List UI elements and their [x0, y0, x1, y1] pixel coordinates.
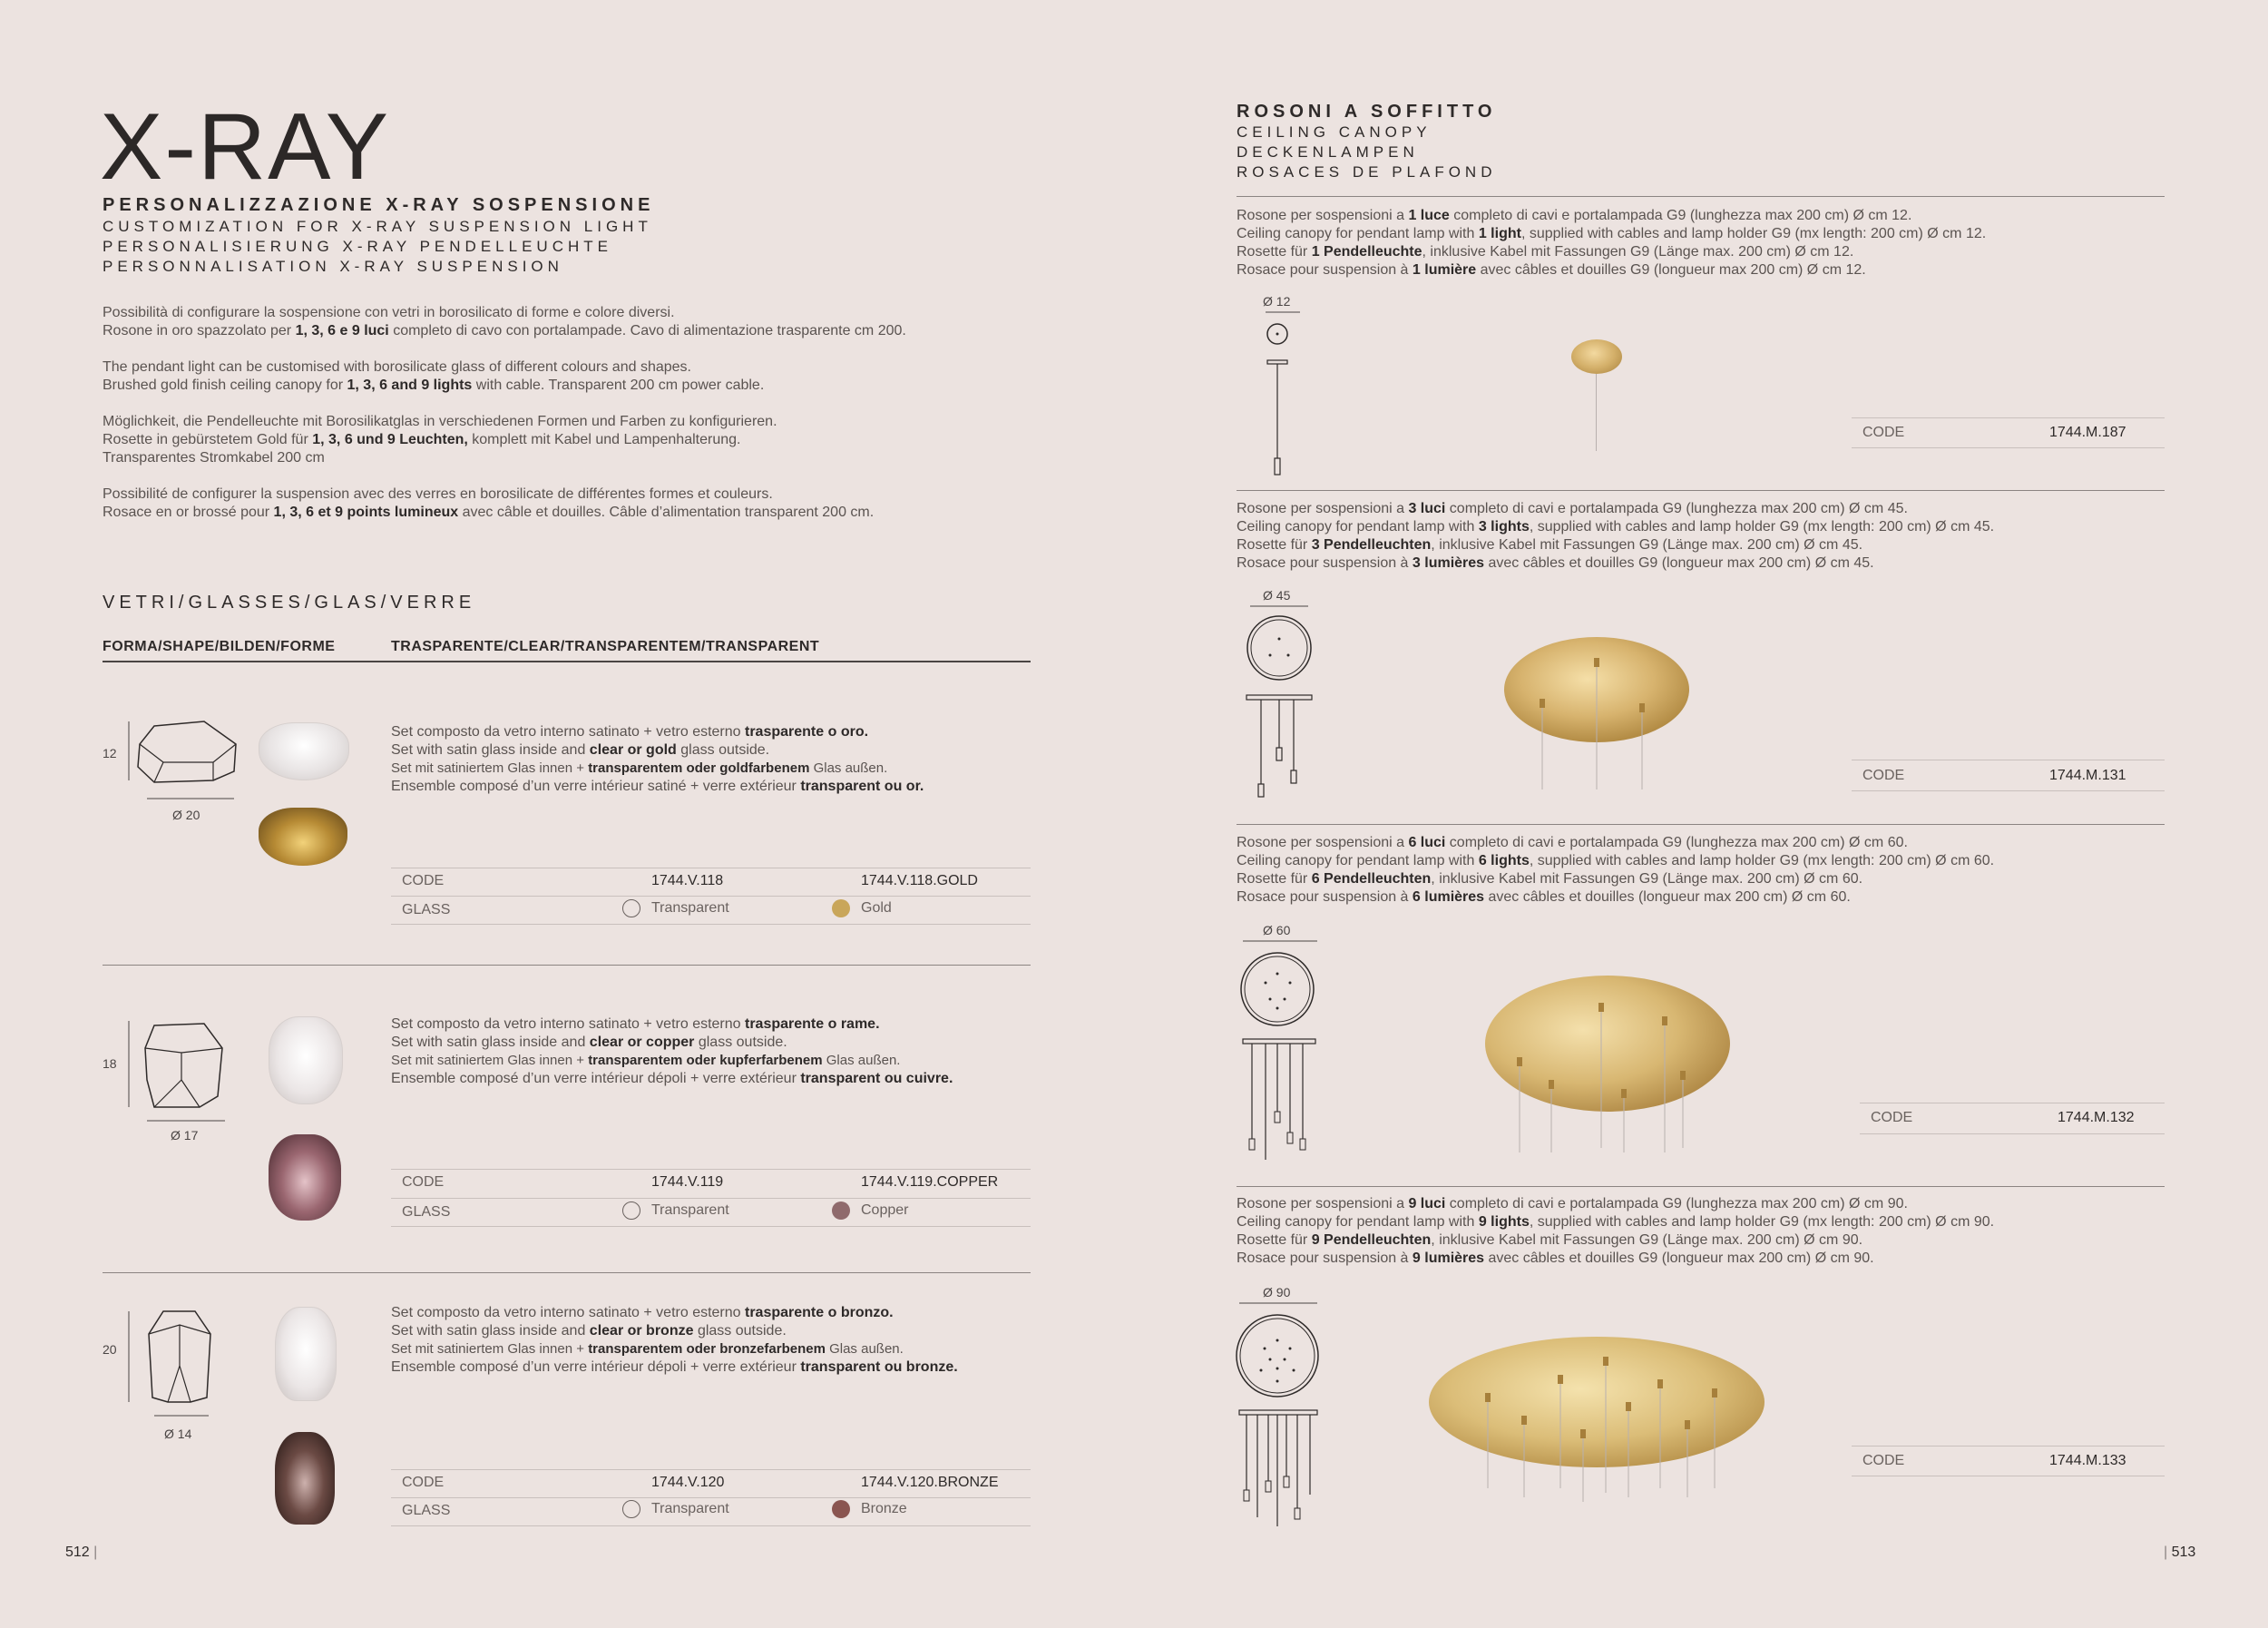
canopy-product-image: [1571, 339, 1622, 374]
product-code: 1744.V.118.GOLD: [861, 873, 978, 888]
code-label: CODE: [402, 873, 445, 888]
code-label: CODE: [1871, 1110, 1913, 1125]
row-divider: [1237, 1186, 2165, 1187]
code-label: CODE: [1862, 768, 1905, 783]
canopy-header-divider: [1237, 196, 2165, 197]
glass-shape-drawing: [127, 1016, 245, 1134]
bronze-swatch: [832, 1500, 850, 1518]
section-heading-de: PERSONALISIERUNG X-RAY PENDELLEUCHTE: [103, 238, 612, 255]
transparent-swatch: [622, 899, 640, 917]
transparent-swatch: [622, 1201, 640, 1220]
clear-glass-image: [275, 1307, 337, 1401]
glass-description: Set composto da vetro interno satinato + vetro esterno trasparente o rame. Set with satin glass inside and clear or copper glass outside. Set mit satiniertem Glas innen + transparentem oder kupferfarbenem Glas außen. Ensemble composé d’un verre intérieur dépoli + verre extérieur transparent ou cuivre.: [391, 1016, 953, 1086]
canopy-drawing: [1243, 603, 1315, 811]
canopy-diameter-label: Ø 45: [1263, 588, 1291, 603]
product-code: 1744.V.120.BRONZE: [861, 1475, 999, 1490]
product-code: 1744.M.133: [2049, 1453, 2126, 1468]
product-code: 1744.V.120: [651, 1475, 725, 1490]
canopy-section-title: ROSONI A SOFFITTO: [1237, 102, 1497, 122]
intro-paragraph-it: Possibilità di configurare la sospensione con vetri in borosilicato di forme e colore diversi. Rosone in oro spazzolato per 1, 3, 6 e 9 luci completo di cavo con portalampade. Cavo di alimentazione trasparente cm 200.: [103, 305, 906, 338]
code-label: CODE: [1862, 425, 1905, 440]
bronze-glass-image: [275, 1432, 335, 1525]
section-heading-it: PERSONALIZZAZIONE X-RAY SOSPENSIONE: [103, 195, 655, 215]
intro-paragraph-fr: Possibilité de configurer la suspension avec des verres en borosilicate de différentes formes et couleurs. Rosace en or brossé pour 1, 3, 6 et 9 points lumineux avec câble et douilles. Câble d’alimentation transparent 200 cm.: [103, 486, 875, 520]
product-code: 1744.V.119.COPPER: [861, 1174, 999, 1190]
canopy-drawing: [1256, 309, 1311, 481]
glass-color-transparent: Transparent: [622, 1201, 729, 1220]
transparent-swatch: [622, 1500, 640, 1518]
section-heading-fr: PERSONNALISATION X-RAY SUSPENSION: [103, 258, 563, 275]
glass-height-label: 18: [103, 1056, 117, 1071]
glasses-section-title: VETRI/GLASSES/GLAS/VERRE: [103, 593, 476, 613]
page-number-right: | 513: [2164, 1545, 2196, 1560]
row-divider: [103, 965, 1031, 966]
glass-diameter-label: Ø 17: [171, 1128, 199, 1143]
glass-color-transparent: Transparent: [622, 1500, 729, 1518]
glass-label: GLASS: [402, 1204, 451, 1220]
canopy-drawing: [1230, 1299, 1330, 1535]
glass-height-label: 12: [103, 746, 117, 760]
gold-swatch: [832, 899, 850, 917]
copper-swatch: [832, 1201, 850, 1220]
glass-label: GLASS: [402, 1503, 451, 1518]
column-header-clear: TRASPARENTE/CLEAR/TRANSPARENTEM/TRANSPARENT: [391, 639, 820, 654]
glass-diameter-label: Ø 14: [164, 1427, 192, 1441]
canopy-cable: [1596, 374, 1597, 451]
section-heading-en: CUSTOMIZATION FOR X-RAY SUSPENSION LIGHT: [103, 218, 652, 235]
glass-shape-drawing: [127, 1307, 245, 1425]
canopy-diameter-label: Ø 60: [1263, 923, 1291, 937]
page-number-left: 512 |: [65, 1545, 98, 1560]
copper-glass-image: [269, 1134, 341, 1221]
row-divider: [103, 1272, 1031, 1273]
canopy-product-image: [1424, 1334, 1769, 1506]
glass-color-bronze: Bronze: [832, 1500, 907, 1518]
row-divider: [1237, 824, 2165, 825]
glass-color-gold: Gold: [832, 899, 892, 917]
intro-paragraph-de: Möglichkeit, die Pendelleuchte mit Borosilikatglas in verschiedenen Formen und Farben zu konfigurieren. Rosette in gebürstetem Gold für 1, 3, 6 und 9 Leuchten, komplett mit Kabel und Lampenhalterung. Transparentes Stromkabel 200 cm: [103, 414, 777, 466]
glass-color-copper: Copper: [832, 1201, 908, 1220]
product-code: 1744.M.132: [2058, 1110, 2135, 1125]
product-code: 1744.V.119: [651, 1174, 724, 1190]
canopy-description: Rosone per sospensioni a 6 luci completo di cavi e portalampada G9 (lunghezza max 200 cm) Ø cm 60. Ceiling canopy for pendant lamp with 6 lights, supplied with cables and lamp holder G9 (mx length: 200 cm) Ø cm 60. Rosette für 6 Pendelleuchten, inklusive Kabel mit Fassungen G9 (Länge max. 200 cm) Ø cm 60. Rosace pour suspension à 6 lumières avec câbles et douilles (longueur max 200 cm) Ø cm 60.: [1237, 835, 1995, 905]
canopy-drawing: [1234, 937, 1325, 1164]
canopy-heading-fr: ROSACES DE PLAFOND: [1237, 163, 1497, 181]
canopy-diameter-label: Ø 90: [1263, 1285, 1291, 1299]
glass-diameter-label: Ø 20: [172, 808, 200, 822]
row-divider: [1237, 490, 2165, 491]
glass-shape-drawing: [127, 717, 245, 817]
header-divider: [103, 661, 1031, 662]
glass-label: GLASS: [402, 902, 451, 917]
canopy-description: Rosone per sospensioni a 1 luce completo di cavi e portalampada G9 (lunghezza max 200 cm) Ø cm 12. Ceiling canopy for pendant lamp with 1 light, supplied with cables and lamp holder G9 (mx length: 200 cm) Ø cm 12. Rosette für 1 Pendelleuchte, inklusive Kabel mit Fassungen G9 (Länge max. 200 cm) Ø cm 12. Rosace pour suspension à 1 lumière avec câbles et douilles G9 (longueur max 200 cm) Ø cm 12.: [1237, 208, 1987, 278]
clear-glass-image: [269, 1016, 343, 1104]
canopy-product-image: [1483, 971, 1733, 1157]
canopy-diameter-label: Ø 12: [1263, 294, 1291, 309]
code-label: CODE: [1862, 1453, 1905, 1468]
glass-color-transparent: Transparent: [622, 899, 729, 917]
canopy-heading-en: CEILING CANOPY: [1237, 123, 1432, 141]
code-label: CODE: [402, 1475, 445, 1490]
product-code: 1744.M.187: [2049, 425, 2126, 440]
glass-height-label: 20: [103, 1342, 117, 1357]
page-title: X-RAY: [100, 94, 391, 200]
canopy-description: Rosone per sospensioni a 3 luci completo di cavi e portalampada G9 (lunghezza max 200 cm) Ø cm 45. Ceiling canopy for pendant lamp with 3 lights, supplied with cables and lamp holder G9 (mx length: 200 cm) Ø cm 45. Rosette für 3 Pendelleuchten, inklusive Kabel mit Fassungen G9 (Länge max. 200 cm) Ø cm 45. Rosace pour suspension à 3 lumières avec câbles et douilles G9 (longueur max 200 cm) Ø cm 45.: [1237, 501, 1995, 571]
product-code: 1744.V.118: [651, 873, 724, 888]
canopy-heading-de: DECKENLAMPEN: [1237, 143, 1419, 161]
canopy-product-image: [1501, 635, 1696, 794]
intro-paragraph-en: The pendant light can be customised with borosilicate glass of different colours and shapes. Brushed gold finish ceiling canopy for 1, 3, 6 and 9 lights with cable. Transparent 200 cm power cable.: [103, 359, 765, 393]
canopy-description: Rosone per sospensioni a 9 luci completo di cavi e portalampada G9 (lunghezza max 200 cm) Ø cm 90. Ceiling canopy for pendant lamp with 9 lights, supplied with cables and lamp holder G9 (mx length: 200 cm) Ø cm 90. Rosette für 9 Pendelleuchten, inklusive Kabel mit Fassungen G9 (Länge max. 200 cm) Ø cm 90. Rosace pour suspension à 9 lumières avec câbles et douilles G9 (longueur max 200 cm) Ø cm 90.: [1237, 1196, 1995, 1266]
gold-glass-image: [259, 808, 347, 866]
product-code: 1744.M.131: [2049, 768, 2126, 783]
glass-description: Set composto da vetro interno satinato + vetro esterno trasparente o oro. Set with satin glass inside and clear or gold glass outside. Set mit satiniertem Glas innen + transparentem oder goldfarbenem Glas außen. Ensemble composé d’un verre intérieur satiné + verre extérieur transparent ou or.: [391, 724, 924, 794]
clear-glass-image: [259, 722, 349, 780]
column-header-shape: FORMA/SHAPE/BILDEN/FORME: [103, 639, 336, 654]
code-label: CODE: [402, 1174, 445, 1190]
glass-description: Set composto da vetro interno satinato + vetro esterno trasparente o bronzo. Set with satin glass inside and clear or bronze glass outside. Set mit satiniertem Glas innen + transparentem oder bronzefarbenem Glas außen. Ensemble composé d’un verre intérieur dépoli + verre extérieur transparent ou bronze.: [391, 1305, 958, 1375]
